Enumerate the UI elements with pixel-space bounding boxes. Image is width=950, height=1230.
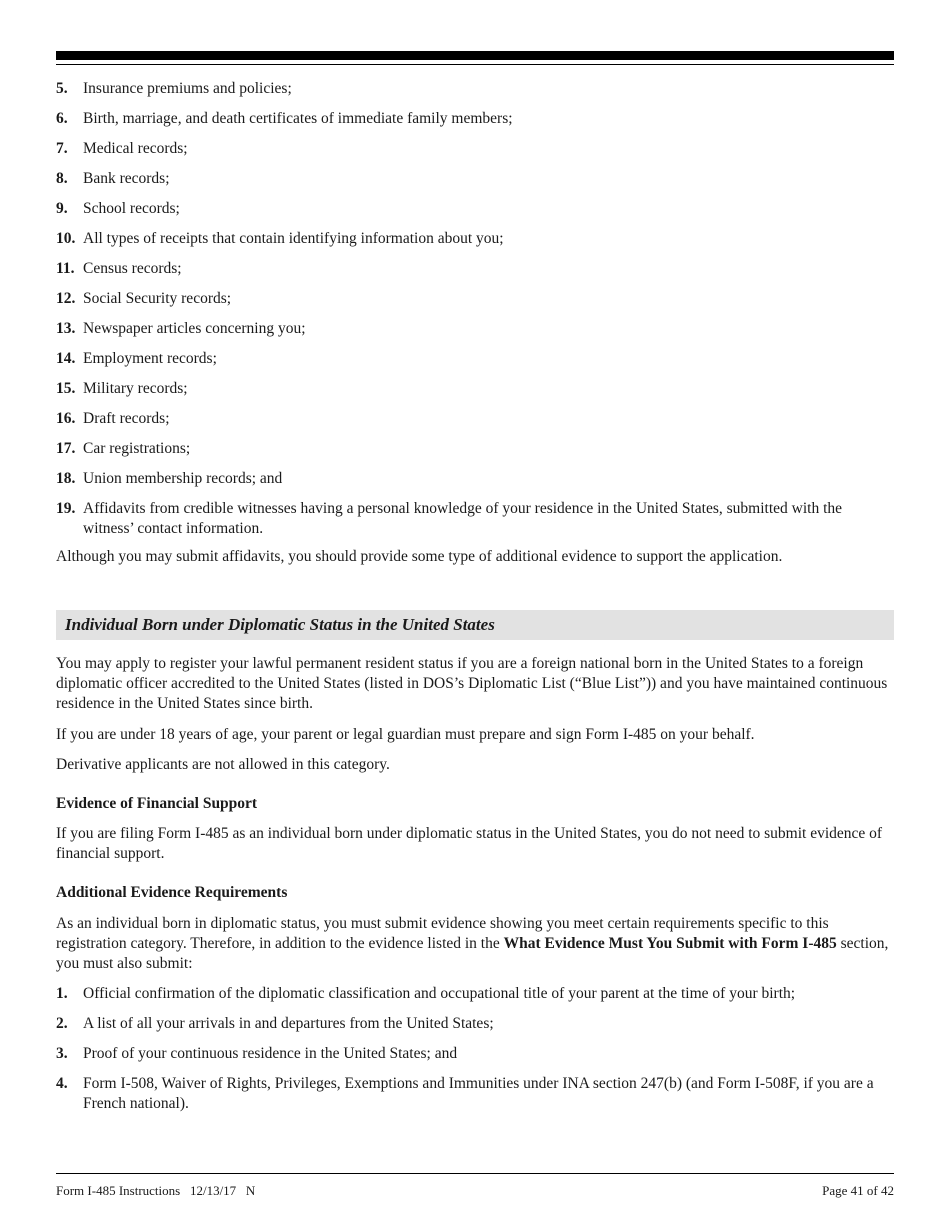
list-item: 18. Union membership records; and [56, 470, 283, 487]
evidence-list [56, 79, 894, 549]
affidavits-note: Although you may submit affidavits, you should provide some type of additional evidence to support the application. [56, 548, 783, 565]
form-identifier: Form I-485 Instructions 12/13/17 N [56, 1183, 256, 1198]
list-item: 12. Social Security records; [56, 290, 232, 307]
list-item: 15. Military records; [56, 380, 188, 397]
additional-evidence-heading: Additional Evidence Requirements [56, 884, 288, 901]
list-item: 16. Draft records; [56, 410, 170, 427]
list-item: 4. Form I-508, Waiver of Rights, Privileges, Exemptions and Immunities under INA section 247(b) (and Form I-508F, if you are a French national). [56, 1075, 874, 1112]
list-item: 13. Newspaper articles concerning you; [56, 320, 306, 337]
header-rule-thick [56, 51, 894, 60]
list-item: 8. Bank records; [56, 170, 170, 187]
additional-evidence-list [56, 984, 894, 1124]
list-item: 14. Employment records; [56, 350, 217, 367]
additional-evidence-paragraph: As an individual born in diplomatic status, you must submit evidence showing you meet certain requirements specific to this registration category. Therefore, in addition to the evidence listed in the What Evidence Must You Submit with Form I-485 section, you must also submit: [56, 915, 889, 972]
list-item: 19. Affidavits from credible witnesses having a personal knowledge of your residence in the United States, submitted with the witness’ contact information. [56, 500, 843, 537]
list-item: 11. Census records; [56, 260, 182, 277]
list-item: 5. Insurance premiums and policies; [56, 80, 292, 97]
list-item: 10. All types of receipts that contain identifying information about you; [56, 230, 504, 247]
financial-support-heading: Evidence of Financial Support [56, 795, 258, 812]
list-item: 6. Birth, marriage, and death certificates of immediate family members; [56, 110, 513, 127]
list-item: 1. Official confirmation of the diplomatic classification and occupational title of your parent at the time of your birth; [56, 985, 796, 1002]
list-item: 17. Car registrations; [56, 440, 191, 457]
intro-paragraph: You may apply to register your lawful permanent resident status if you are a foreign national born in the United States to a foreign diplomatic officer accredited to the United States (listed in DOS’s Diplomatic List (“Blue List”)) and you have maintained continuous residence in the United States since birth. [56, 655, 888, 712]
evidence-section-reference: What Evidence Must You Submit with Form I-485 [503, 935, 837, 952]
footer-rule [56, 1173, 894, 1174]
list-item: 3. Proof of your continuous residence in the United States; and [56, 1045, 458, 1062]
under-18-paragraph: If you are under 18 years of age, your parent or legal guardian must prepare and sign Form I-485 on your behalf. [56, 726, 755, 743]
list-item: 9. School records; [56, 200, 180, 217]
financial-support-paragraph: If you are filing Form I-485 as an individual born under diplomatic status in the United States, you do not need to submit evidence of financial support. [56, 825, 883, 862]
list-item: 7. Medical records; [56, 140, 188, 157]
page-number: Page 41 of 42 [822, 1183, 894, 1198]
header-rule-thin [56, 64, 894, 65]
section-title: Individual Born under Diplomatic Status in the United States [56, 610, 894, 640]
list-item: 2. A list of all your arrivals in and departures from the United States; [56, 1015, 494, 1032]
derivative-paragraph: Derivative applicants are not allowed in this category. [56, 756, 390, 773]
